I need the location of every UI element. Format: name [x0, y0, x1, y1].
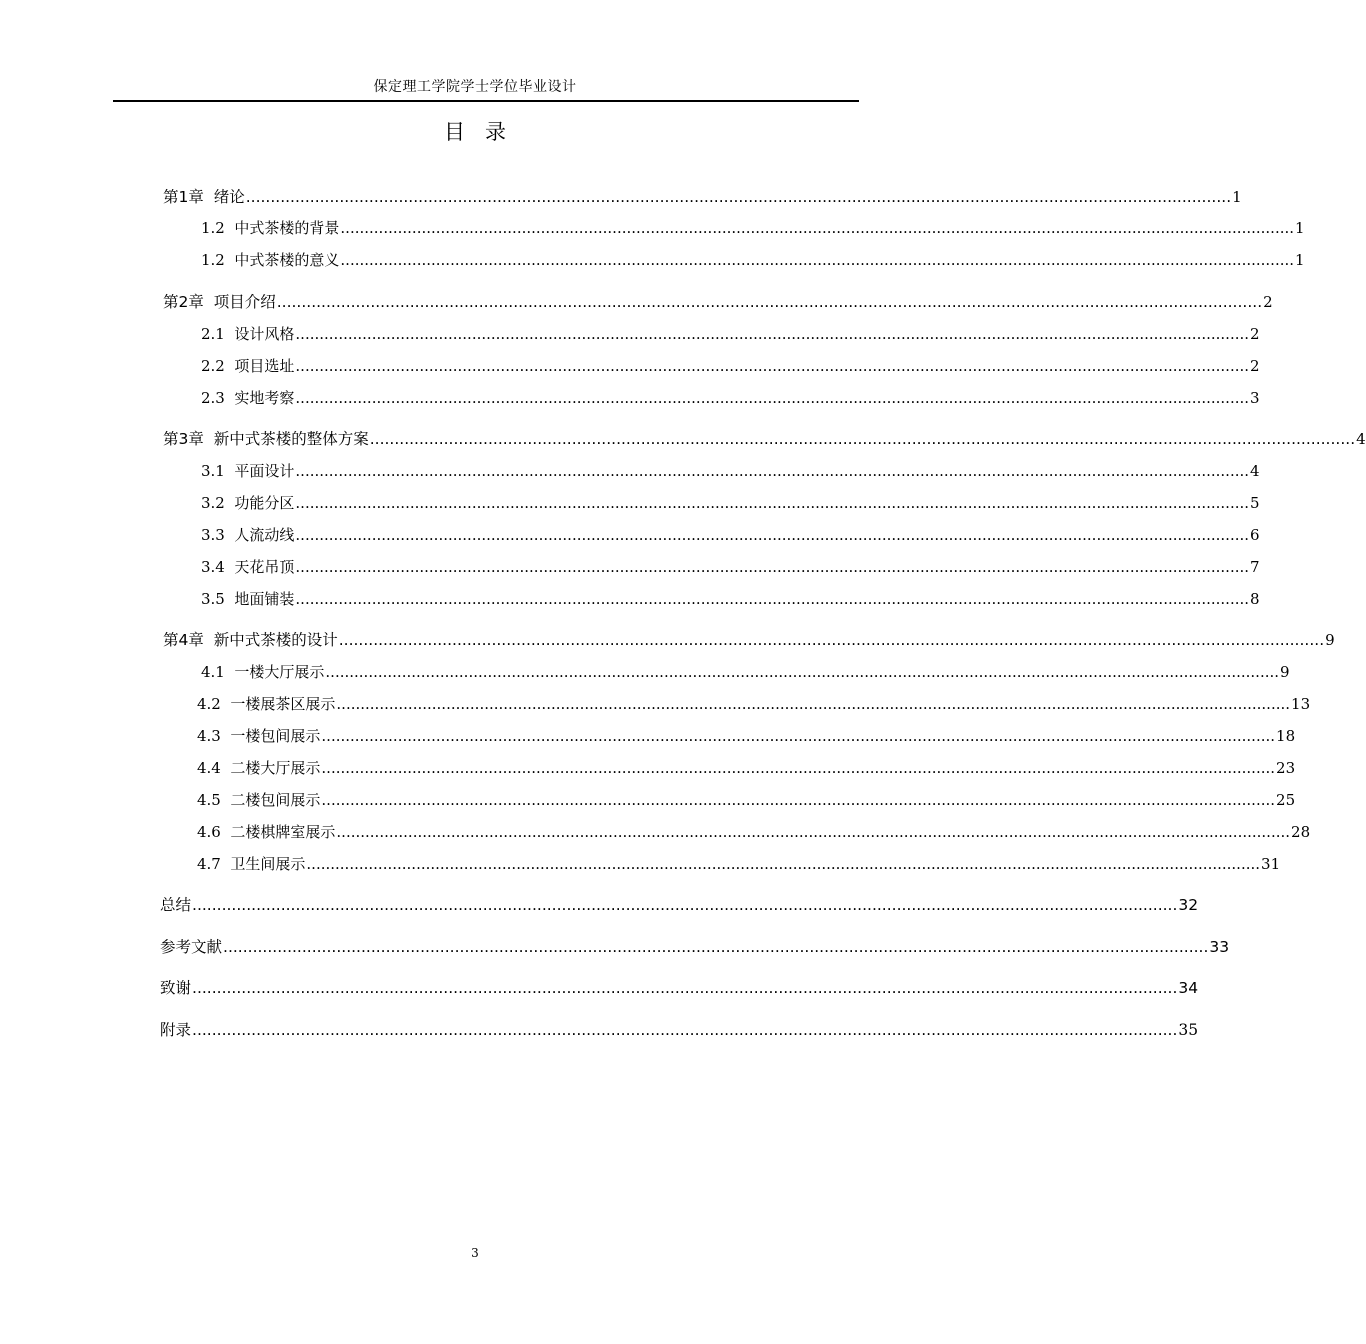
- toc-leader-dots: ........................................................................................................................................................................................................: [192, 896, 1178, 914]
- toc-leader-dots: ........................................................................................................................................................................................................: [295, 462, 1250, 480]
- toc-entry-page: 1: [1295, 219, 1305, 237]
- toc-entry-label: 3.4 天花吊顶: [201, 558, 295, 576]
- toc-entry-chapter-2[interactable]: [163, 290, 1273, 314]
- toc-entry-chapter-3[interactable]: [163, 427, 1366, 451]
- toc-entry-section-2-3[interactable]: [201, 386, 1260, 410]
- toc-entry-section-4-1[interactable]: [201, 660, 1290, 684]
- toc-entry-label: 第4章 新中式茶楼的设计: [163, 631, 338, 649]
- toc-leader-dots: ........................................................................................................................................................................................................: [295, 357, 1250, 375]
- toc-leader-dots: ........................................................................................................................................................................................................: [369, 430, 1356, 448]
- toc-entry-section-3-3[interactable]: [201, 523, 1260, 547]
- toc-entry-label: 4.5 二楼包间展示: [197, 791, 321, 809]
- header-rule: [113, 100, 859, 102]
- toc-entry-page: 32: [1178, 896, 1199, 914]
- toc-entry-page: 34: [1178, 979, 1199, 997]
- toc-entry-page: 4: [1250, 462, 1260, 480]
- toc-entry-page: 35: [1178, 1021, 1199, 1039]
- toc-leader-dots: ........................................................................................................................................................................................................: [295, 558, 1250, 576]
- toc-entry-page: 23: [1276, 759, 1296, 777]
- toc-entry-page: 31: [1261, 855, 1281, 873]
- toc-entry-page: 8: [1250, 590, 1260, 608]
- toc-entry-chapter-1[interactable]: [163, 185, 1242, 209]
- toc-leader-dots: ........................................................................................................................................................................................................: [295, 325, 1250, 343]
- toc-entry-label: 致谢: [160, 979, 192, 997]
- toc-entry-label: 3.2 功能分区: [201, 494, 295, 512]
- toc-entry-section-4-3[interactable]: [197, 724, 1296, 748]
- page-number: 3: [471, 1246, 479, 1260]
- toc-entry-page: 1: [1295, 251, 1305, 269]
- toc-leader-dots: ........................................................................................................................................................................................................: [295, 590, 1250, 608]
- toc-leader-dots: ........................................................................................................................................................................................................: [321, 791, 1276, 809]
- toc-leader-dots: ........................................................................................................................................................................................................: [306, 855, 1261, 873]
- toc-entry-label: 4.3 一楼包间展示: [197, 727, 321, 745]
- toc-leader-dots: ........................................................................................................................................................................................................: [336, 823, 1291, 841]
- toc-entry-label: 2.1 设计风格: [201, 325, 295, 343]
- toc-entry-label: 4.4 二楼大厅展示: [197, 759, 321, 777]
- toc-entry-label: 2.3 实地考察: [201, 389, 295, 407]
- toc-entry-page: 4: [1356, 430, 1366, 448]
- toc-entry-label: 4.1 一楼大厅展示: [201, 663, 325, 681]
- running-header: 保定理工学院学士学位毕业设计: [373, 79, 577, 95]
- toc-entry-label: 参考文献: [160, 938, 223, 956]
- toc-entry-label: 附录: [160, 1021, 192, 1039]
- toc-entry-page: 2: [1263, 293, 1273, 311]
- toc-entry-label: 2.2 项目选址: [201, 357, 295, 375]
- toc-leader-dots: ........................................................................................................................................................................................................: [336, 695, 1291, 713]
- toc-entry-appendix[interactable]: [160, 1018, 1199, 1042]
- toc-entry-label: 第3章 新中式茶楼的整体方案: [163, 430, 369, 448]
- toc-entry-section-4-6[interactable]: [197, 820, 1311, 844]
- toc-entry-section-3-4[interactable]: [201, 555, 1260, 579]
- toc-entry-chapter-4[interactable]: [163, 628, 1335, 652]
- toc-leader-dots: ........................................................................................................................................................................................................: [295, 494, 1250, 512]
- toc-entry-section-4-5[interactable]: [197, 788, 1296, 812]
- toc-leader-dots: ........................................................................................................................................................................................................: [295, 526, 1250, 544]
- toc-entry-page: 1: [1232, 188, 1242, 206]
- toc-entry-section-3-1[interactable]: [201, 459, 1260, 483]
- toc-entry-section-2-1[interactable]: [201, 322, 1260, 346]
- toc-leader-dots: ........................................................................................................................................................................................................: [192, 1021, 1178, 1039]
- toc-entry-section-3-2[interactable]: [201, 491, 1260, 515]
- toc-entry-section-4-7[interactable]: [197, 852, 1281, 876]
- toc-entry-label: 3.1 平面设计: [201, 462, 295, 480]
- toc-title: 目录: [444, 120, 526, 144]
- toc-entry-references[interactable]: [160, 935, 1230, 959]
- toc-entry-page: 5: [1250, 494, 1260, 512]
- toc-leader-dots: ........................................................................................................................................................................................................: [321, 759, 1276, 777]
- toc-entry-section-2-2[interactable]: [201, 354, 1260, 378]
- toc-entry-label: 4.6 二楼棋牌室展示: [197, 823, 336, 841]
- toc-entry-page: 18: [1276, 727, 1296, 745]
- toc-entry-page: 2: [1250, 357, 1260, 375]
- toc-leader-dots: ........................................................................................................................................................................................................: [295, 389, 1250, 407]
- toc-entry-page: 3: [1250, 389, 1260, 407]
- toc-entry-label: 4.2 一楼展茶区展示: [197, 695, 336, 713]
- toc-entry-page: 13: [1291, 695, 1311, 713]
- toc-entry-page: 6: [1250, 526, 1260, 544]
- toc-entry-label: 总结: [160, 896, 192, 914]
- toc-leader-dots: ........................................................................................................................................................................................................: [276, 293, 1263, 311]
- toc-leader-dots: ........................................................................................................................................................................................................: [340, 219, 1295, 237]
- toc-entry-label: 第2章 项目介绍: [163, 293, 276, 311]
- toc-leader-dots: ........................................................................................................................................................................................................: [223, 938, 1209, 956]
- toc-entry-page: 9: [1325, 631, 1335, 649]
- toc-entry-page: 9: [1280, 663, 1290, 681]
- toc-leader-dots: ........................................................................................................................................................................................................: [325, 663, 1280, 681]
- toc-entry-label: 3.3 人流动线: [201, 526, 295, 544]
- toc-entry-section-1-2[interactable]: [201, 248, 1305, 272]
- toc-entry-section-4-4[interactable]: [197, 756, 1296, 780]
- toc-entry-label: 1.2 中式茶楼的背景: [201, 219, 340, 237]
- toc-entry-page: 25: [1276, 791, 1296, 809]
- toc-leader-dots: ........................................................................................................................................................................................................: [192, 979, 1178, 997]
- toc-entry-section-4-2[interactable]: [197, 692, 1311, 716]
- toc-entry-label: 4.7 卫生间展示: [197, 855, 306, 873]
- toc-entry-label: 1.2 中式茶楼的意义: [201, 251, 340, 269]
- toc-entry-page: 28: [1291, 823, 1311, 841]
- toc-entry-acknowledgements[interactable]: [160, 976, 1199, 1000]
- toc-entry-label: 3.5 地面铺装: [201, 590, 295, 608]
- toc-leader-dots: ........................................................................................................................................................................................................: [340, 251, 1295, 269]
- toc-leader-dots: ........................................................................................................................................................................................................: [245, 188, 1232, 206]
- toc-entry-section-3-5[interactable]: [201, 587, 1260, 611]
- toc-entry-label: 第1章 绪论: [163, 188, 245, 206]
- toc-entry-page: 7: [1250, 558, 1260, 576]
- toc-entry-page: 2: [1250, 325, 1260, 343]
- toc-entry-summary[interactable]: [160, 893, 1199, 917]
- toc-leader-dots: ........................................................................................................................................................................................................: [338, 631, 1325, 649]
- toc-leader-dots: ........................................................................................................................................................................................................: [321, 727, 1276, 745]
- toc-entry-page: 33: [1209, 938, 1230, 956]
- toc-entry-section-1-1[interactable]: [201, 216, 1305, 240]
